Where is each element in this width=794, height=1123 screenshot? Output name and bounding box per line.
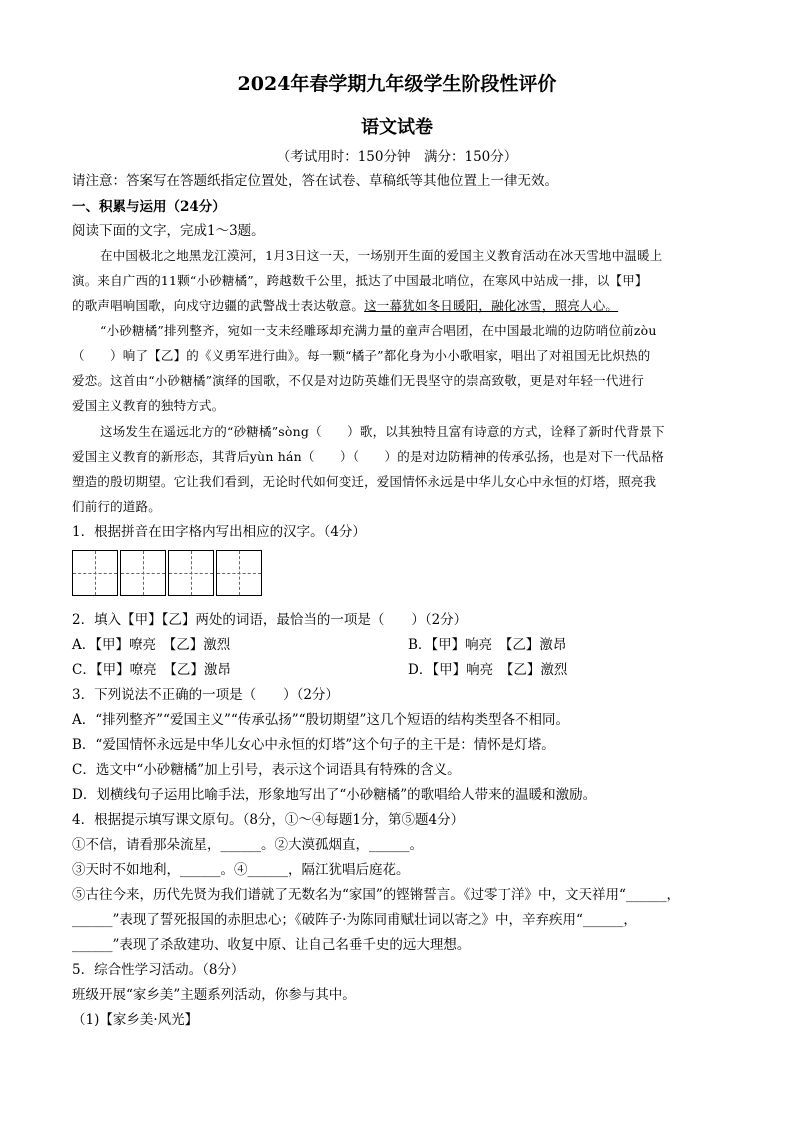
passage-line: 在中国极北之地黑龙江漠河，1月3日这一天，一场别开生面的爱国主义教育活动在冰天雪地中温暖上 bbox=[100, 248, 663, 263]
option-d: D．划横线句子运用比喻手法，形象地写出了“小砂糖橘”的歌唱给人带来的温暖和激励。 bbox=[72, 787, 597, 803]
passage-line: 们前行的道路。 bbox=[72, 499, 161, 514]
section-intro: 阅读下面的文字，完成1～3题。 bbox=[72, 223, 265, 239]
section-heading: 一、积累与运用（24分） bbox=[72, 199, 226, 215]
passage-line: “小砂糖橘”排列整齐，宛如一支未经雕琢却充满力量的童声合唱团，在中国最北端的边防哨位前zòu bbox=[100, 323, 657, 338]
tianzige-cell[interactable] bbox=[216, 550, 262, 596]
exam-info: （考试用时：150分钟 满分：150分） bbox=[276, 149, 518, 165]
tianzige-cell[interactable] bbox=[168, 550, 214, 596]
question-5-stem: 5．综合性学习活动。（8分） bbox=[72, 962, 245, 978]
tianzige-cell[interactable] bbox=[72, 550, 118, 596]
fill-blank-line: ⑤古往今来，历代先贤为我们谱就了无数名为“家国”的铿锵誓言。《过零丁洋》中，文天祥用“______， bbox=[72, 887, 680, 903]
option-a: A．【甲】嘹亮 【乙】激烈 bbox=[72, 637, 231, 653]
option-c: C．选文中“小砂糖橘”加上引号，表示这个词语具有特殊的含义。 bbox=[72, 762, 461, 778]
fill-blank-line: ______”表现了誓死报国的赤胆忠心；《破阵子·为陈同甫赋壮词以寄之》中，辛弃疾用“______， bbox=[72, 912, 637, 928]
question-3-stem: 3．下列说法不正确的一项是（ ）（2分） bbox=[72, 687, 339, 703]
fill-blank-line: ______”表现了杀敌建功、收复中原、让自己名垂千史的远大理想。 bbox=[72, 937, 471, 953]
underlined-sentence: 这一幕犹如冬日暖阳，融化冰雪，照亮人心。 bbox=[364, 298, 619, 313]
option-b: B．【甲】响亮 【乙】激昂 bbox=[408, 637, 567, 653]
passage-line bbox=[72, 297, 618, 315]
notice: 请注意：答案写在答题纸指定位置处，答在试卷、草稿纸等其他位置上一律无效。 bbox=[72, 173, 558, 189]
question-4-stem: 4．根据提示填写课文原句。（8分，①～④每题1分，第⑤题4分） bbox=[72, 812, 465, 828]
passage-line: 这场发生在遥远北方的“砂糖橘”sòng（ ）歌，以其独特且富有诗意的方式，诠释了新时代背景下 bbox=[100, 424, 665, 439]
passage-line: 爱恋。这首由“小砂糖橘”演绎的国歌，不仅是对边防英雄们无畏坚守的崇高致敬，更是对年轻一代进行 bbox=[72, 373, 644, 388]
exam-subject: 语文试卷 bbox=[361, 117, 433, 138]
question-2-stem: 2．填入【甲】【乙】两处的词语，最恰当的一项是（ ）（2分） bbox=[72, 612, 468, 628]
exam-title: 2024年春学期九年级学生阶段性评价 bbox=[237, 73, 557, 95]
question-5-subheading: （1)【家乡美·风光】 bbox=[72, 1012, 199, 1028]
option-a: A．“排列整齐”“爱国主义”“传承弘扬”“殷切期望”这几个短语的结构类型各不相同。 bbox=[72, 712, 569, 728]
option-d: D．【甲】响亮 【乙】激烈 bbox=[408, 662, 568, 678]
fill-blank-line: ③天时不如地利，______。④______，隔江犹唱后庭花。 bbox=[72, 862, 410, 878]
question-5-intro: 班级开展“家乡美”主题系列活动，你参与其中。 bbox=[72, 987, 356, 1003]
question-1-stem: 1．根据拼音在田字格内写出相应的汉字。（4分） bbox=[72, 524, 366, 540]
passage-line: 爱国主义教育的独特方式。 bbox=[72, 398, 225, 413]
tianzige-grid bbox=[72, 550, 264, 596]
option-b: B．“爱国情怀永远是中华儿女心中永恒的灯塔”这个句子的主干是：情怀是灯塔。 bbox=[72, 737, 555, 753]
passage-line: 爱国主义教育的新形态，其背后yùn hán（ ）（ ）的是对边防精神的传承弘扬，也是对下一代品格 bbox=[72, 449, 664, 464]
option-c: C．【甲】嘹亮 【乙】激昂 bbox=[72, 662, 231, 678]
fill-blank-line: ①不信，请看那朵流星，______。②大漠孤烟直，______。 bbox=[72, 837, 423, 853]
passage-line: 演。来自广西的11颗“小砂糖橘”，跨越数千公里，抵达了中国最北哨位，在寒风中站成一排，以【甲】 bbox=[72, 273, 648, 288]
passage-line: 塑造的殷切期望。它让我们看到，无论时代如何变迁，爱国情怀永远是中华儿女心中永恒的灯塔，照亮我 bbox=[72, 474, 657, 489]
passage-line: （ ）响了【乙】的《义勇军进行曲》。每一颗“橘子”都化身为小小歌唱家，唱出了对祖国无比炽热的 bbox=[72, 348, 651, 363]
tianzige-cell[interactable] bbox=[120, 550, 166, 596]
passage-text: 的歌声唱响国歌，向戍守边疆的武警战士表达敬意。 bbox=[72, 298, 365, 313]
